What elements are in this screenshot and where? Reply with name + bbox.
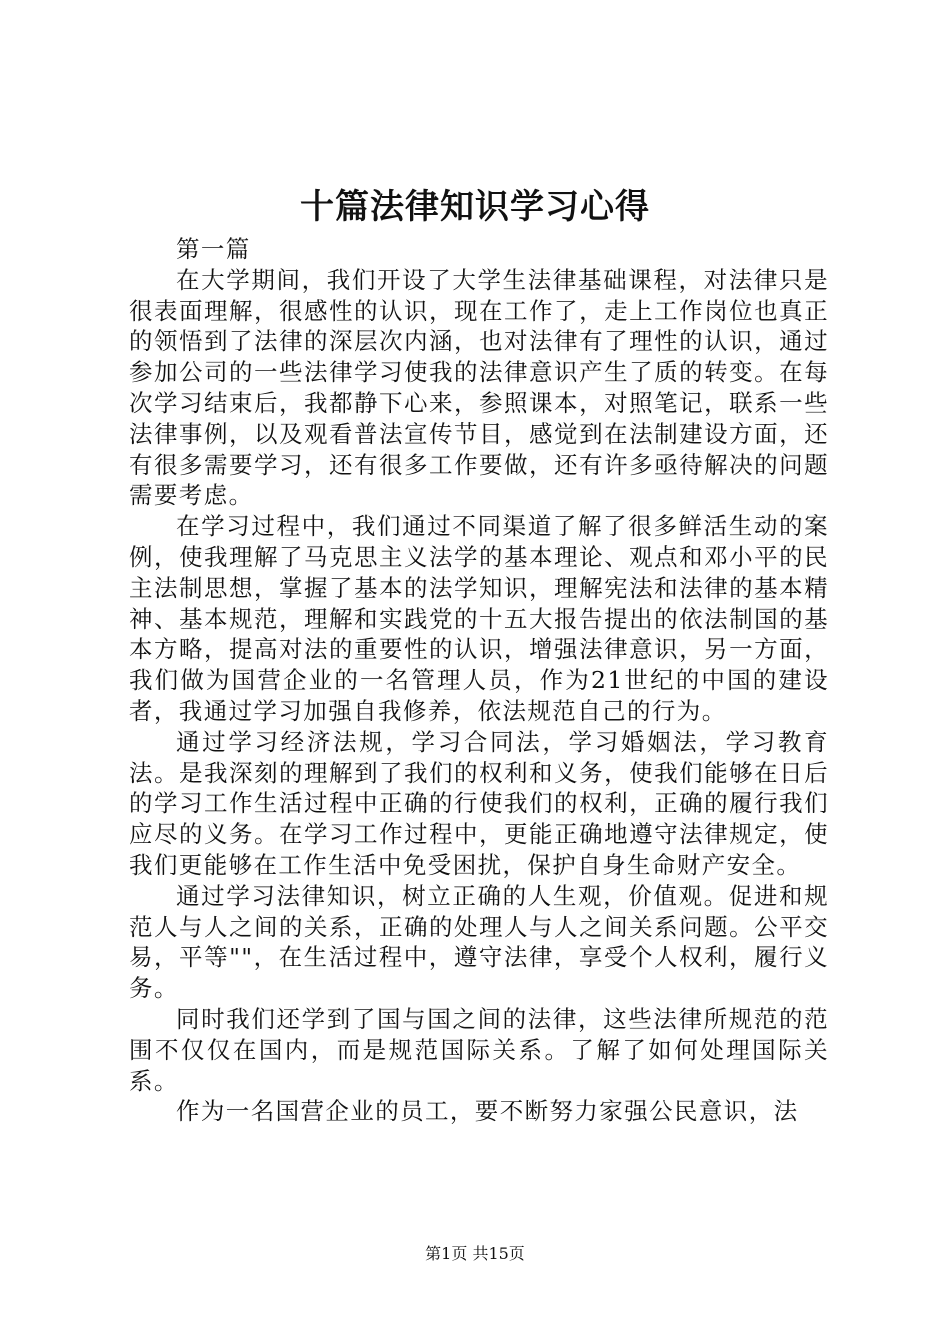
paragraph-1: 在大学期间，我们开设了大学生法律基础课程，对法律只是很表面理解，很感性的认识，现在工作了，走上工作岗位也真正的领悟到了法律的深层次内涵，也对法律有了理性的认识，通过参加公司的一些法律学习使我的法律意识产生了质的转变。在每次学习结束后，我都静下心来，参照课本，对照笔记，联系一些法律事例，以及观看普法宣传节目，感觉到在法制建设方面，还有很多需要学习，还有很多工作要做，还有许多亟待解决的问题需要考虑。	[129, 265, 829, 510]
page-number-footer: 第1页 共15页	[425, 1244, 525, 1263]
paragraph-2: 在学习过程中，我们通过不同渠道了解了很多鲜活生动的案例，使我理解了马克思主义法学的基本理论、观点和邓小平的民主法制思想，掌握了基本的法学知识，理解宪法和法律的基本精神、基本规范，理解和实践党的十五大报告提出的依法制国的基本方略，提高对法的重要性的认识，增强法律意识，另一方面，我们做为国营企业的一名管理人员，作为21世纪的中国的建设者，我通过学习加强自我修养，依法规范自己的行为。	[129, 512, 829, 725]
paragraph-3: 通过学习经济法规，学习合同法，学习婚姻法，学习教育法。是我深刻的理解到了我们的权利和义务，使我们能够在日后的学习工作生活过程中正确的行使我们的权利，正确的履行我们应尽的义务。在学习工作过程中，更能正确地遵守法律规定，使我们更能够在工作生活中免受困扰，保护自身生命财产安全。	[129, 727, 829, 879]
document-body	[129, 234, 829, 1127]
paragraph-5: 同时我们还学到了国与国之间的法律，这些法律所规范的范围不仅仅在国内，而是规范国际关系。了解了如何处理国际关系。	[129, 1004, 829, 1095]
paragraph-4: 通过学习法律知识，树立正确的人生观，价值观。促进和规范人与人之间的关系，正确的处理人与人之间关系问题。公平交易，平等""，在生活过程中，遵守法律，享受个人权利，履行义务。	[129, 881, 829, 1003]
section-heading: 第一篇	[176, 235, 251, 263]
document-title: 十篇法律知识学习心得	[300, 187, 650, 227]
paragraph-6: 作为一名国营企业的员工，要不断努力家强公民意识，法	[176, 1097, 799, 1126]
